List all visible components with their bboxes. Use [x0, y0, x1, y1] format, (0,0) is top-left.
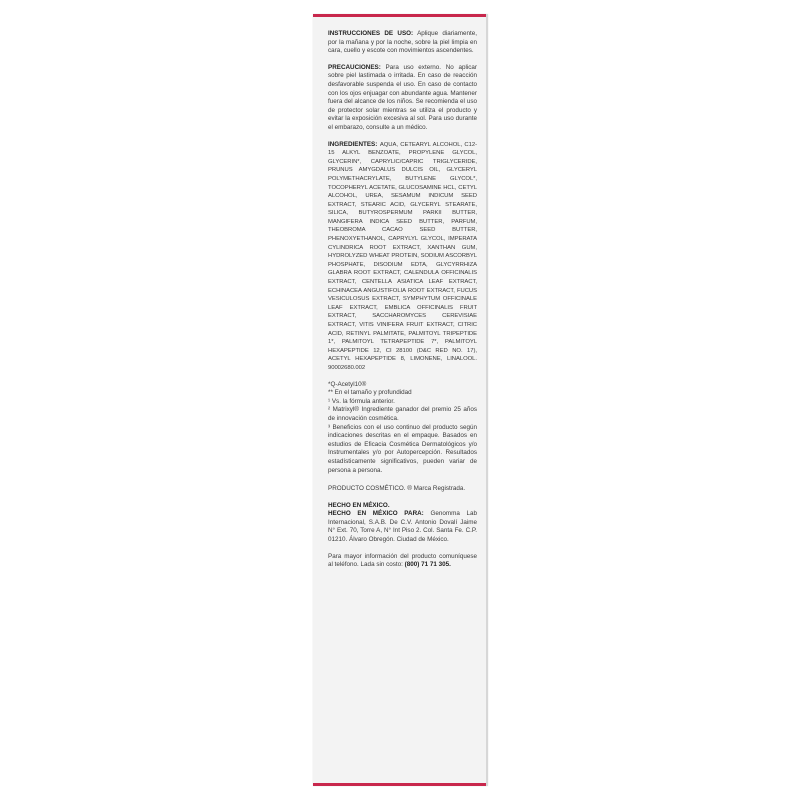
instructions-paragraph [328, 30, 477, 56]
precautions-label: PRECAUCIONES: [328, 63, 381, 71]
manufacturer-block [328, 502, 477, 545]
footnote: ¹ Vs. la fórmula anterior. [328, 397, 395, 405]
contact-phone: (800) 71 71 305. [404, 561, 451, 569]
ingredients-label: INGREDIENTES: [328, 140, 378, 148]
label-text-block [328, 30, 477, 578]
made-in-mexico: HECHO EN MÉXICO. [328, 501, 390, 509]
instructions-label: INSTRUCCIONES DE USO: [328, 30, 414, 37]
precautions-text: Para uso externo. No aplicar sobre piel lastimada o irritada. En caso de reacción desfavorable suspenda el uso. En caso de contacto con los ojos enjuagar con abundante agua. Mantener fuera del alcance de los niños. Se recomienda el uso de protector solar mientras se utiliza el producto y evitar la exposición excesiva al sol. Para uso durante el embarazo, consulte a un médico. [328, 63, 477, 131]
contact-text: Para mayor información del producto comuníquese al teléfono. Lada sin costo: [328, 552, 477, 569]
footnote: *Q-Acetyl10® [328, 380, 367, 388]
contact-paragraph [328, 553, 477, 570]
ingredients-text: AQUA, CETEARYL ALCOHOL, C12-15 ALKYL BENZOATE, PROPYLENE GLYCOL, GLYCERIN*, CAPRYLIC/CAPRIC TRIGLYCERIDE, PRUNUS AMYGDALUS DULCIS OIL, GLYCERYL POLYMETHACRYLATE, BUTYLENE GLYCOL*, TOCOPHERYL ACETATE, GLUCOSAMINE HCL, CETYL ALCOHOL, UREA, SESAMUM INDICUM SEED EXTRACT, STEARIC ACID, GLYCERYL STEARATE, SILICA, BUTYROSPERMUM PARKII BUTTER, MANGIFERA INDICA SEED BUTTER, PARFUM, THEOBROMA CACAO SEED BUTTER, PHENOXYETHANOL, CAPRYLYL GLYCOL, IMPERATA CYLINDRICA ROOT EXTRACT, XANTHAN GUM, HYDROLYZED WHEAT PROTEIN, SODIUM ASCORBYL PHOSPHATE, DISODIUM EDTA, GLYCYRRHIZA GLABRA ROOT EXTRACT, CALENDULA OFFICINALIS EXTRACT, CENTELLA ASIATICA LEAF EXTRACT, ECHINACEA ANGUSTIFOLIA ROOT EXTRACT, FUCUS VESICULOSUS EXTRACT, SYMPHYTUM OFFICINALE LEAF EXTRACT, EMBLICA OFFICINALIS FRUIT EXTRACT, SACCHAROMYCES CEREVISIAE EXTRACT, VITIS VINIFERA FRUIT EXTRACT, CITRIC ACID, RETINYL PALMITATE, PALMITOYL TRIPEPTIDE 1*, PALMITOYL TETRAPEPTIDE 7*, PALMITOYL HEXAPEPTIDE 12, CI 28100 (D&C RED NO. 17), ACETYL HEXAPEPTIDE 8, LIMONENE, LINALOOL. 90002680.002 [328, 141, 477, 371]
made-for-label: HECHO EN MÉXICO PARA: [328, 510, 424, 518]
footnotes [328, 381, 477, 476]
manufacturer-address: Genomma Lab Internacional, S.A.B. De C.V. Antonio Dovalí Jaime N° Ext. 70, Torre A, N° Int Piso 2. Col. Santa Fe. C.P. 01210. Álvaro Obregón. Ciudad de México. [328, 510, 477, 544]
instructions-text: Aplique diariamente, por la mañana y por la noche, sobre la piel limpia en cara, cuello y escote con movimientos ascendentes. [328, 30, 477, 55]
footnote: ² Matrixyl® Ingrediente ganador del premio 25 años de innovación cosmética. [328, 406, 477, 422]
bottom-accent-edge [313, 783, 488, 786]
top-accent-edge [313, 14, 488, 17]
ingredients-paragraph [328, 141, 477, 373]
precautions-paragraph [328, 64, 477, 133]
footnote: ³ Beneficios con el uso continuo del producto según indicaciones descritas en el empaque. Basados en estudios de Eficacia Cosmética Dermatológicos y/o Instrumentales y/o por Autopercepción. Resultados estadísticamente significativos, pueden variar de persona a persona. [328, 423, 477, 474]
footnote: ** En el tamaño y profundidad [328, 389, 412, 397]
cosmetic-product-note: PRODUCTO COSMÉTICO. ® Marca Registrada. [328, 485, 466, 493]
right-fold-edge [486, 14, 488, 786]
